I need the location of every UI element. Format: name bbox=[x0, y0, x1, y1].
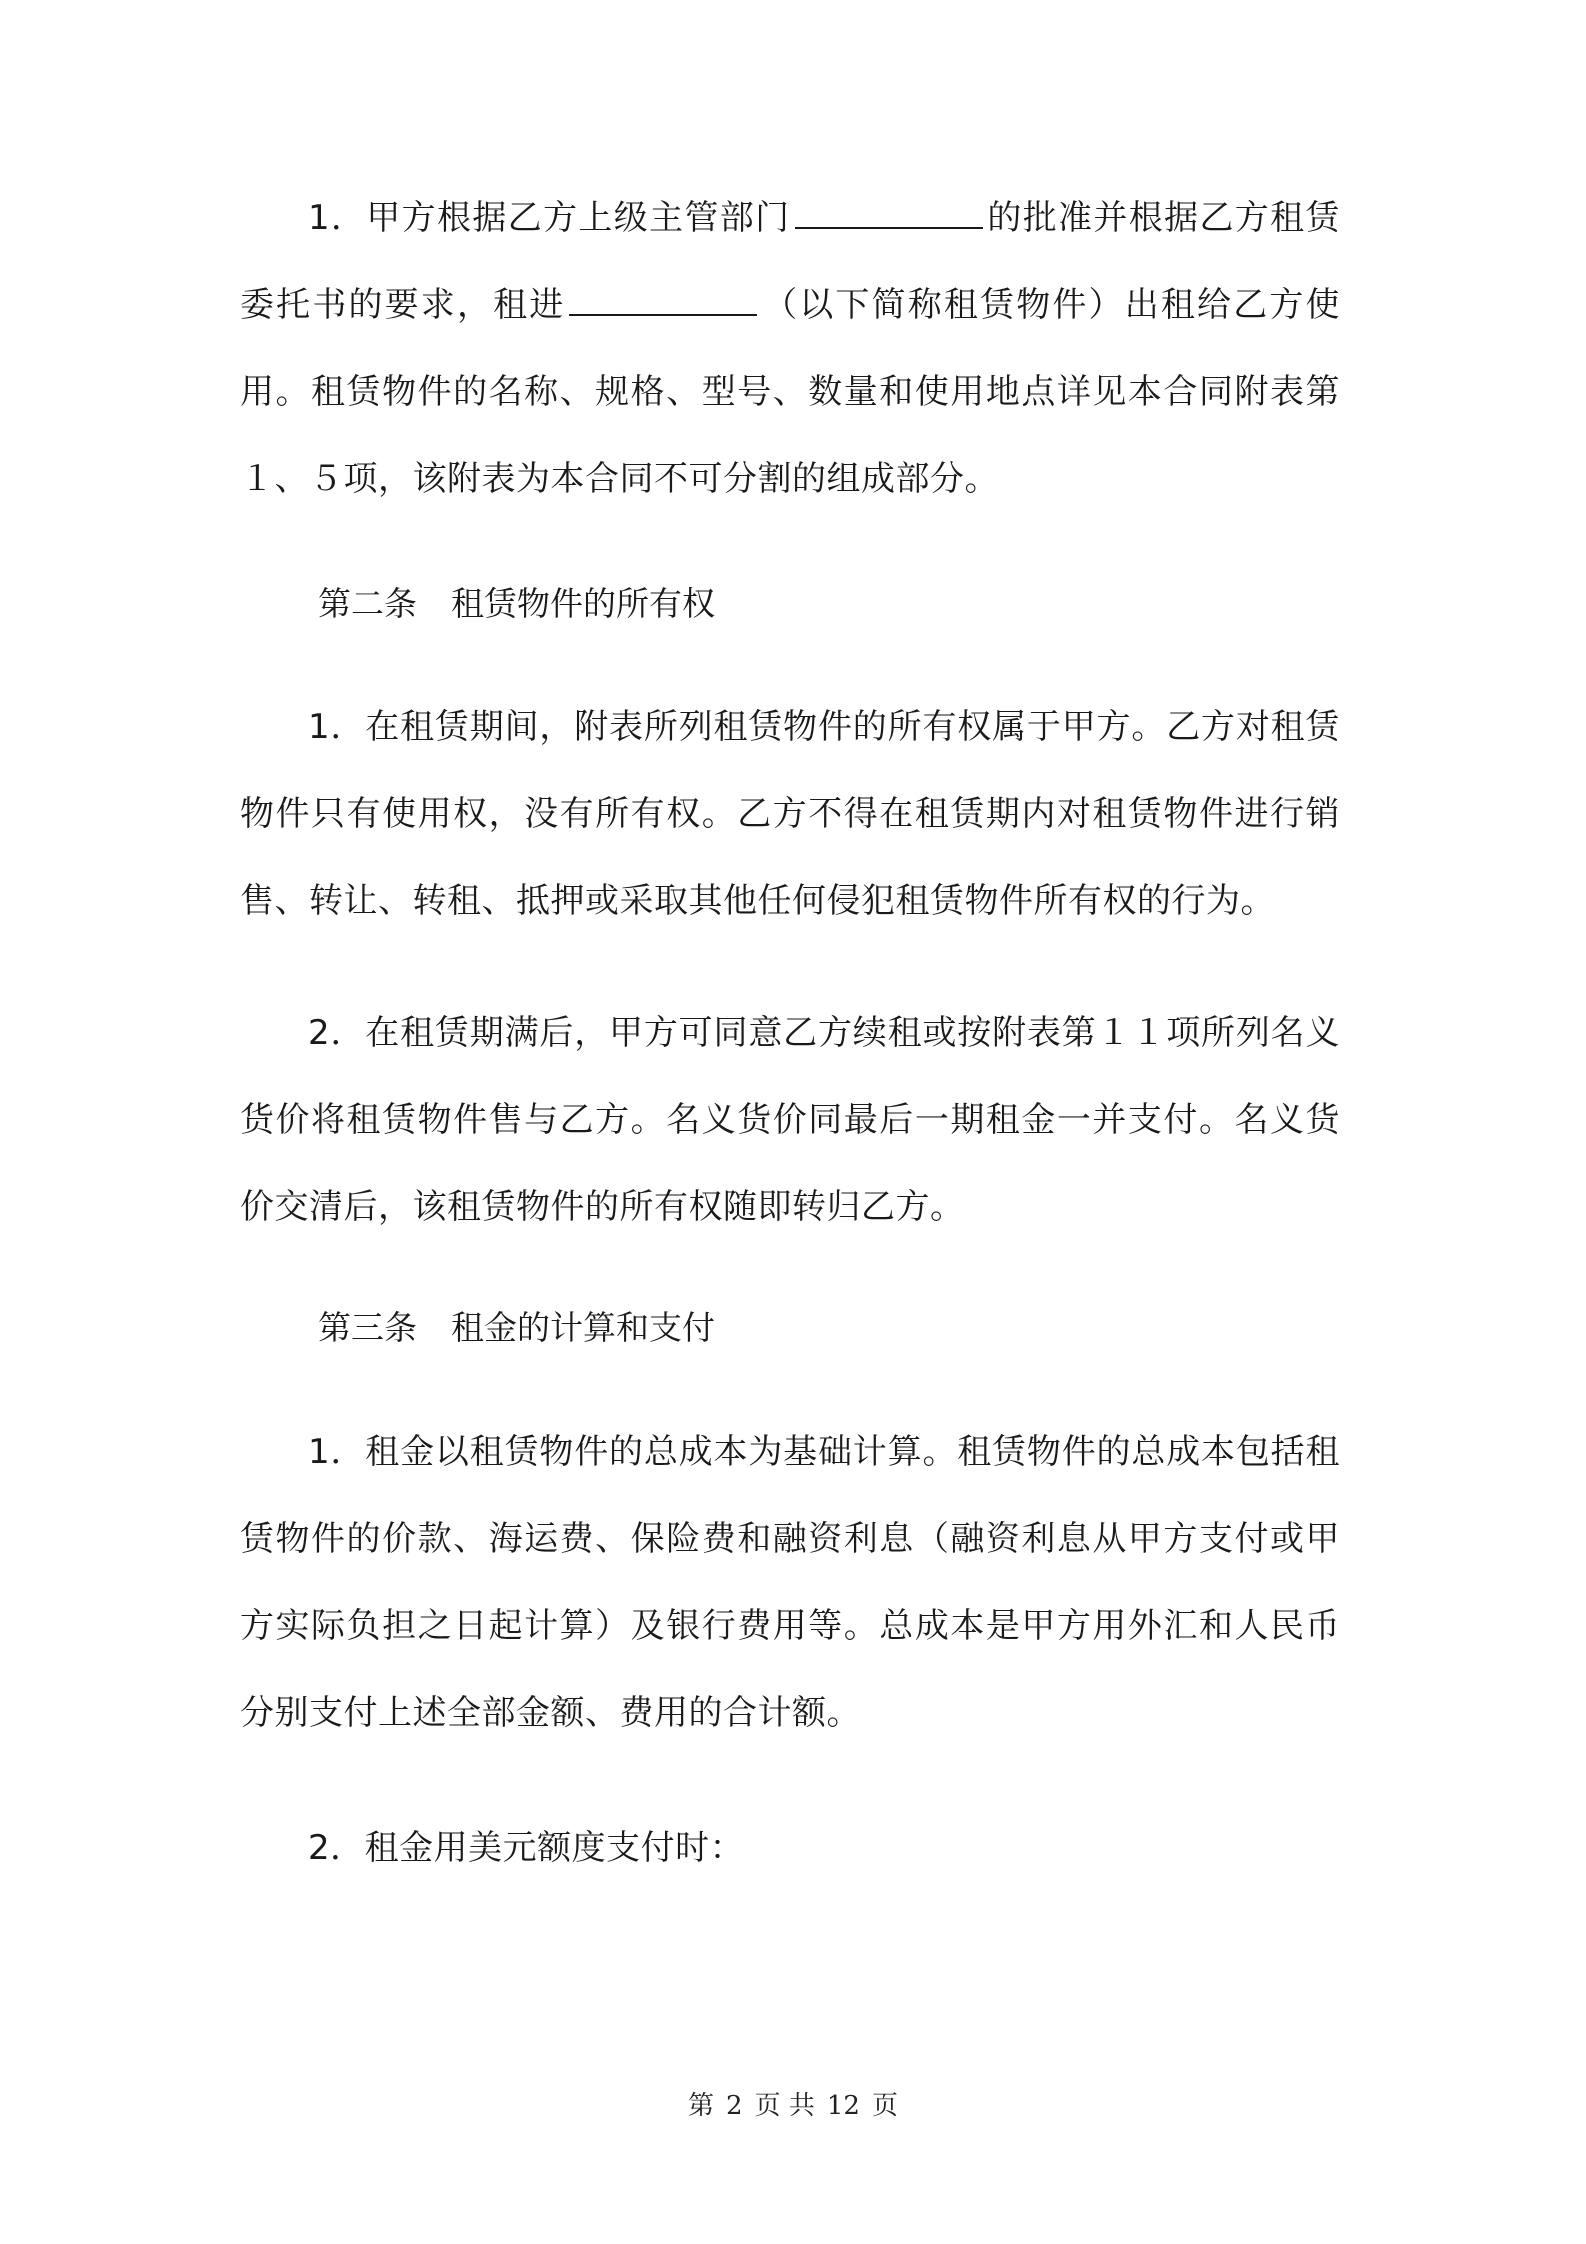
clause2-title: 租赁物件的所有权 bbox=[451, 584, 715, 623]
footer-prefix: 第 bbox=[688, 2091, 715, 2121]
clause1-item1 bbox=[240, 175, 1340, 523]
clause1-item1-part-b: 的批准并根据乙方租赁委托书的要求，租进 bbox=[240, 198, 1340, 325]
footer-total-pages: 12 bbox=[826, 2091, 860, 2121]
footer-mid: 页 共 bbox=[754, 2091, 815, 2121]
footer-page-number: 2 bbox=[726, 2091, 743, 2121]
clause3-item2-text: 2．租金用美元额度支付时： bbox=[308, 1828, 745, 1868]
clause3-item1-text: 1．租金以租赁物件的总成本为基础计算。租赁物件的总成本包括租赁物件的价款、海运费、保险费和融资利息（融资利息从甲方支付或甲方实际负担之日起计算）及银行费用等。总成本是甲方用外汇和人民币分别支付上述全部金额、费用的合计额。 bbox=[240, 1432, 1340, 1733]
clause2-item2 bbox=[240, 990, 1340, 1251]
clause2-item2-text: 2．在租赁期满后，甲方可同意乙方续租或按附表第１１项所列名义货价将租赁物件售与乙方。名义货价同最后一期租金一并支付。名义货价交清后，该租赁物件的所有权随即转归乙方。 bbox=[240, 1013, 1340, 1227]
clause2-item1 bbox=[240, 684, 1340, 945]
blank-field-department bbox=[795, 197, 983, 229]
clause3-number: 第三条 bbox=[318, 1308, 417, 1347]
footer-suffix: 页 bbox=[871, 2091, 898, 2121]
clause3-item1 bbox=[240, 1409, 1340, 1757]
clause1-item1-part-c: （以下简称租赁物件）出租给乙方使用。租赁物件的名称、规格、型号、数量和使用地点详见本合同附表第１、５项，该附表为本合同不可分割的组成部分。 bbox=[240, 285, 1341, 499]
blank-field-item bbox=[569, 284, 757, 316]
clause2-number: 第二条 bbox=[318, 584, 417, 623]
clause2-heading bbox=[318, 574, 715, 634]
clause3-title: 租金的计算和支付 bbox=[451, 1308, 715, 1347]
page-footer bbox=[0, 2085, 1586, 2122]
clause2-item1-text: 1．在租赁期间，附表所列租赁物件的所有权属于甲方。乙方对租赁物件只有使用权，没有所有权。乙方不得在租赁期内对租赁物件进行销售、转让、转租、抵押或采取其他任何侵犯租赁物件所有权的行为。 bbox=[240, 707, 1340, 921]
clause3-heading bbox=[318, 1298, 715, 1358]
clause3-item2 bbox=[240, 1805, 1340, 1892]
clause1-item1-part-a: 1．甲方根据乙方上级主管部门 bbox=[308, 198, 791, 238]
